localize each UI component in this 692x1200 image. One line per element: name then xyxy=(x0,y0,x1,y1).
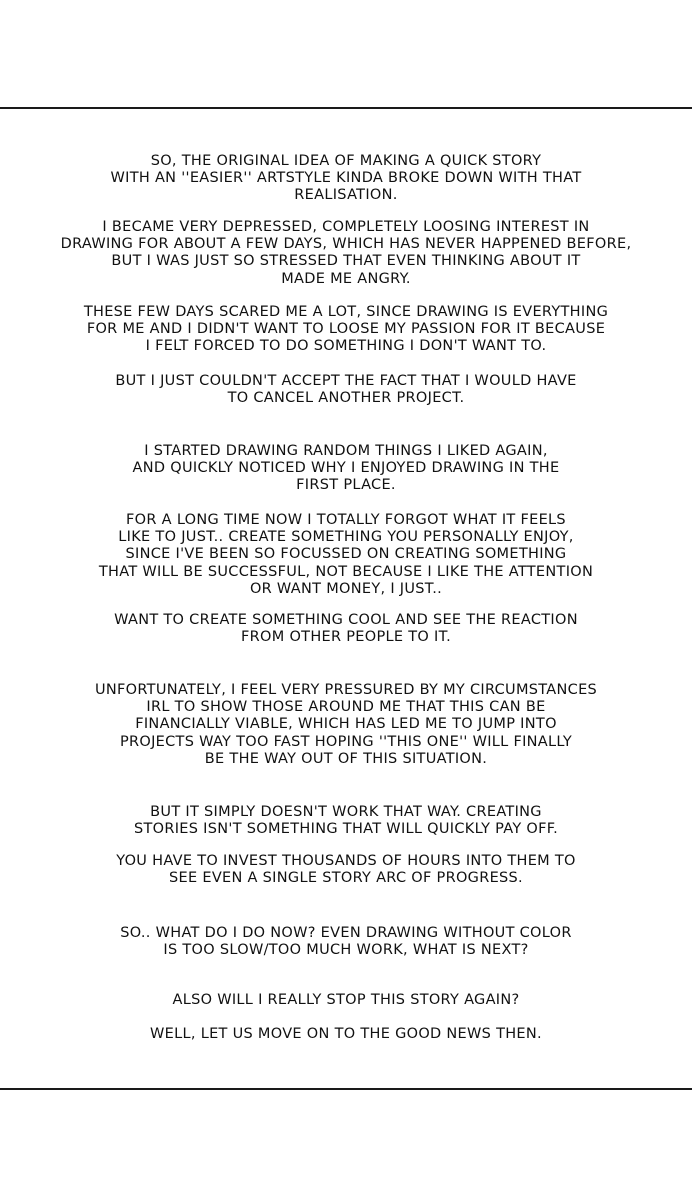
top-divider xyxy=(0,107,692,109)
bottom-divider xyxy=(0,1088,692,1090)
paragraph-3: THESE FEW DAYS SCARED ME A LOT, SINCE DRAWING IS EVERYTHING FOR ME AND I DIDN'T WANT TO LOOSE MY PASSION FOR IT BECAUSE I FELT FORCED TO DO SOMETHING I DON'T WANT TO. xyxy=(83,304,609,355)
paragraph-9: BUT IT SIMPLY DOESN'T WORK THAT WAY. CREATING STORIES ISN'T SOMETHING THAT WILL QUICKLY PAY OFF. xyxy=(133,804,558,838)
paragraph-5: I STARTED DRAWING RANDOM THINGS I LIKED AGAIN, AND QUICKLY NOTICED WHY I ENJOYED DRAWING IN THE FIRST PLACE. xyxy=(132,443,560,494)
paragraph-1: SO, THE ORIGINAL IDEA OF MAKING A QUICK STORY WITH AN ''EASIER'' ARTSTYLE KINDA BROKE DOWN WITH THAT REALISATION. xyxy=(110,153,582,204)
paragraph-13: WELL, LET US MOVE ON TO THE GOOD NEWS THEN. xyxy=(150,1026,542,1042)
paragraph-6: FOR A LONG TIME NOW I TOTALLY FORGOT WHAT IT FEELS LIKE TO JUST.. CREATE SOMETHING YOU PERSONALLY ENJOY, SINCE I'VE BEEN SO FOCUSSED ON CREATING SOMETHING THAT WILL BE SUCCESSFUL, NOT BECAUSE I LIKE THE ATTENTION OR WANT MONEY, I JUST.. xyxy=(98,512,594,597)
paragraph-7: WANT TO CREATE SOMETHING COOL AND SEE THE REACTION FROM OTHER PEOPLE TO IT. xyxy=(114,612,578,646)
paragraph-8: UNFORTUNATELY, I FEEL VERY PRESSURED BY MY CIRCUMSTANCES IRL TO SHOW THOSE AROUND ME THAT THIS CAN BE FINANCIALLY VIABLE, WHICH HAS LED ME TO JUMP INTO PROJECTS WAY TOO FAST HOPING ''THIS ONE'' WILL FINALLY BE THE WAY OUT OF THIS SITUATION. xyxy=(94,682,598,767)
paragraph-10: YOU HAVE TO INVEST THOUSANDS OF HOURS INTO THEM TO SEE EVEN A SINGLE STORY ARC OF PROGRESS. xyxy=(116,853,576,887)
paragraph-2: I BECAME VERY DEPRESSED, COMPLETELY LOOSING INTEREST IN DRAWING FOR ABOUT A FEW DAYS, WHICH HAS NEVER HAPPENED BEFORE, BUT I WAS JUST SO STRESSED THAT EVEN THINKING ABOUT IT MADE ME ANGRY. xyxy=(60,219,632,287)
paragraph-12: ALSO WILL I REALLY STOP THIS STORY AGAIN? xyxy=(172,992,520,1008)
paragraph-11: SO.. WHAT DO I DO NOW? EVEN DRAWING WITHOUT COLOR IS TOO SLOW/TOO MUCH WORK, WHAT IS NEXT? xyxy=(120,925,572,959)
paragraph-4: BUT I JUST COULDN'T ACCEPT THE FACT THAT I WOULD HAVE TO CANCEL ANOTHER PROJECT. xyxy=(115,373,577,407)
